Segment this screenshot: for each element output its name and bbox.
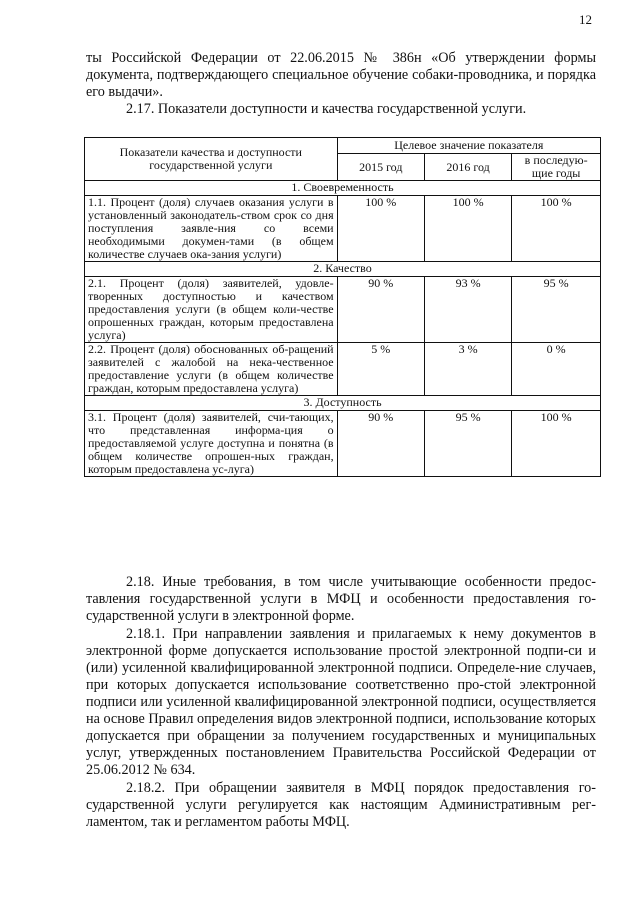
indicator-text: 2.1. Процент (доля) заявителей, удовле-творенных доступностью и качеством предоставления услуги (в общем коли-честве опрошенных граждан, которым предоставлена услуга): [85, 277, 338, 343]
value-2015: 90 %: [337, 277, 424, 343]
value-2016: 95 %: [424, 411, 511, 477]
header-year-next: в последую-щие годы: [512, 154, 601, 181]
indicator-text: 1.1. Процент (доля) случаев оказания услуги в установленный законодатель-ством срок со дня поступления заявле-ния со всеми необходимыми докумен-тами (в общем количестве случаев ока-зания услуги): [85, 196, 338, 262]
value-2016: 93 %: [424, 277, 511, 343]
group-title: 2. Качество: [85, 262, 601, 277]
header-target-value: Целевое значение показателя: [337, 138, 600, 154]
header-year-2016: 2016 год: [424, 154, 511, 181]
indicator-text: 2.2. Процент (доля) обоснованных об-ращений заявителей с жалобой на нека-чественное предоставление услуги (в общем количестве граждан, которым предоставлена услуга): [85, 343, 338, 396]
group-title-timeliness: [85, 181, 601, 196]
header-indicator: Показатели качества и доступности государственной услуги: [85, 138, 338, 181]
value-2015: 5 %: [337, 343, 424, 396]
indicators-table: [84, 137, 601, 477]
value-next: 100 %: [512, 196, 601, 262]
page-number: 12: [579, 12, 592, 27]
paragraph-2-18: 2.18. Иные требования, в том числе учитывающие особенности предос-тавления государственной услуги в МФЦ и особенности предоставления го-сударственной услуги в электронной форме.: [86, 574, 596, 624]
group-title-accessibility: [85, 396, 601, 411]
table-row: [85, 411, 601, 477]
table-row: [85, 196, 601, 262]
header-year-2015: 2015 год: [337, 154, 424, 181]
group-title: 1. Своевременность: [85, 181, 601, 196]
value-next: 95 %: [512, 277, 601, 343]
paragraph-2-18-2: 2.18.2. При обращении заявителя в МФЦ порядок предоставления го-сударственной услуги регулируется как настоящим Административным рег-ламентом, так и регламентом работы МФЦ.: [86, 780, 596, 830]
value-2016: 100 %: [424, 196, 511, 262]
table-header-row: [85, 138, 601, 154]
value-2015: 100 %: [337, 196, 424, 262]
table-row: [85, 277, 601, 343]
value-2016: 3 %: [424, 343, 511, 396]
table-row: [85, 343, 601, 396]
value-next: 0 %: [512, 343, 601, 396]
paragraph-2-18-1: 2.18.1. При направлении заявления и прилагаемых к нему документов в электронной форме допускается использование простой электронной подпи-си и (или) усиленной квалифицированной электронной подписи. Определе-ние случаев, при которых допускается использование соответственно про-стой электронной подписи или усиленной квалифицированной электронной подписи, осуществляется на основе Правил определения видов электронной подписи, использование которых допускается при обращении за получением государственных и муниципальных услуг, утвержденных постановлением Правительства Российской Федерации от 25.06.2012 № 634.: [86, 626, 596, 778]
paragraph-intro: ты Российской Федерации от 22.06.2015 № 386н «Об утверждении формы документа, подтверждающего специальное обучение собаки-проводника, и порядка его выдачи».: [86, 50, 596, 100]
group-title: 3. Доступность: [85, 396, 601, 411]
group-title-quality: [85, 262, 601, 277]
indicator-text: 3.1. Процент (доля) заявителей, счи-тающих, что представленная информа-ция о предоставляемой услуге доступна и понятна (в общем количестве опрошен-ных граждан, которым предоставлена ус-луга): [85, 411, 338, 477]
paragraph-2-17: 2.17. Показатели доступности и качества государственной услуги.: [126, 101, 527, 117]
value-2015: 90 %: [337, 411, 424, 477]
value-next: 100 %: [512, 411, 601, 477]
